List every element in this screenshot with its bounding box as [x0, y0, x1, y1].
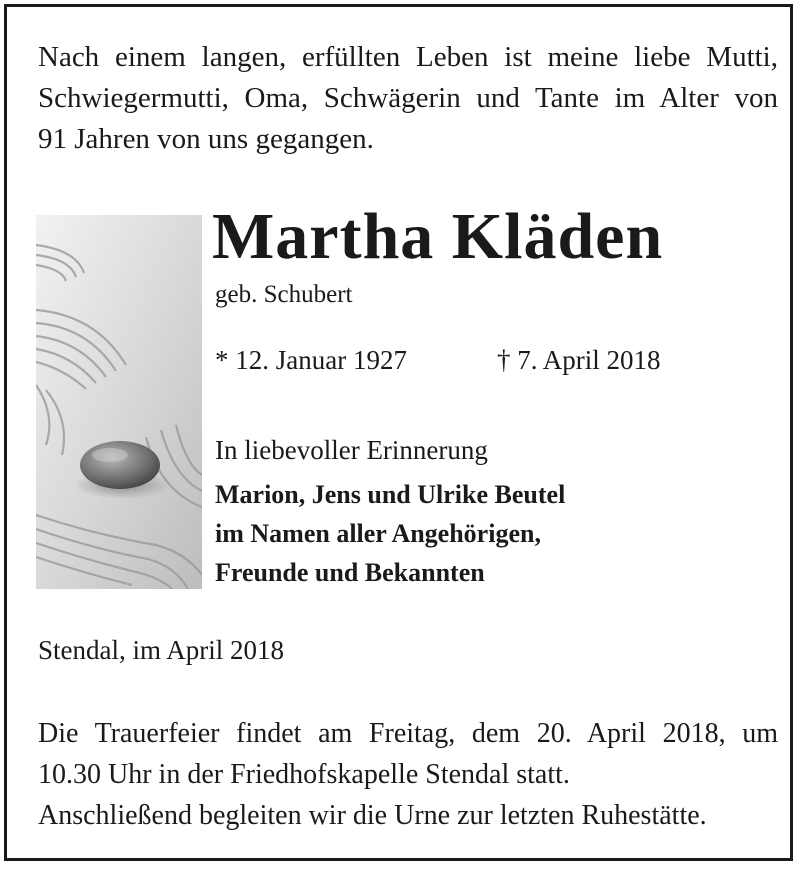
mourners-line: im Namen aller Angehörigen,: [215, 519, 541, 548]
zen-garden-stone-image: [36, 215, 202, 589]
mourners-line: Freunde und Bekannten: [215, 558, 485, 587]
obituary-frame: [4, 4, 793, 861]
memory-line: In liebevoller Erinnerung: [215, 435, 488, 465]
intro-text: [38, 37, 778, 160]
intro-line: 91 Jahren von uns gegangen.: [38, 123, 374, 155]
birth-date: * 12. Januar 1927: [215, 345, 407, 375]
place-date: Stendal, im April 2018: [38, 635, 284, 665]
funeral-line: 10.30 Uhr in der Friedhofskapelle Stendal statt.: [38, 759, 570, 790]
maiden-name: geb. Schubert: [215, 281, 353, 308]
funeral-info: [38, 713, 778, 836]
funeral-line: Die Trauerfeier findet am Freitag, dem 20. April 2018, um: [38, 718, 778, 749]
intro-line: Schwiegermutti, Oma, Schwägerin und Tante im Alter von: [38, 82, 778, 114]
intro-line: Nach einem langen, erfüllten Leben ist meine liebe Mutti,: [38, 41, 778, 73]
mourners-list: [215, 475, 565, 592]
funeral-line: Anschließend begleiten wir die Urne zur letzten Ruhestätte.: [38, 800, 707, 831]
deceased-name: Martha Kläden: [212, 200, 664, 273]
death-date: † 7. April 2018: [497, 345, 661, 375]
mourners-line: Marion, Jens und Ulrike Beutel: [215, 480, 566, 509]
